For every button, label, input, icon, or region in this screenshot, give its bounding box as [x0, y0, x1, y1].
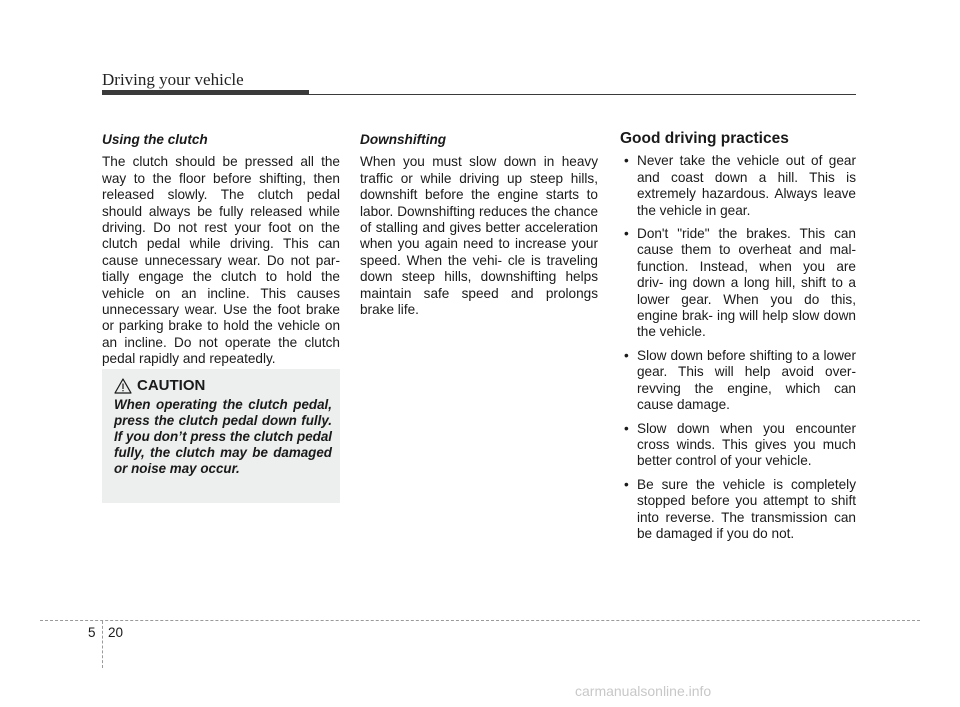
caution-box — [102, 369, 340, 503]
column-clutch — [102, 132, 340, 368]
column-downshifting — [360, 132, 598, 318]
clutch-paragraph: The clutch should be pressed all the way to the floor before shifting, then released slowly. The clutch pedal should always be fully released while driving. Do not rest your foot on the clutch pedal while driving. This can cause unnecessary wear. Do not par- tially engage the clutch to hold the vehicle on an incline. This causes unnecessary wear. Use the foot brake or parking brake to hold the vehicle on an incline. Do not operate the clutch pedal rapidly and repeatedly. — [102, 154, 340, 367]
bullet-icon: • — [624, 476, 629, 492]
page-header-title: Driving your vehicle — [102, 70, 244, 89]
list-item-text: Slow down before shifting to a lower gear. This will help avoid over-revving the engine, which can cause damage. — [637, 347, 856, 413]
downshifting-paragraph: When you must slow down in heavy traffic or while driving up steep hills, downshift before the engine starts to labor. Downshifting reduces the chance of stalling and gives better acceleration when you again need to increase your speed. When the vehi- cle is traveling down steep hills, downshifting helps maintain safe speed and prolongs brake life. — [360, 154, 598, 318]
good-driving-heading: Good driving practices — [620, 130, 789, 147]
bullet-icon: • — [624, 226, 629, 242]
column-good-driving-practices — [620, 131, 856, 549]
list-item — [620, 421, 856, 470]
list-item-text: Be sure the vehicle is completely stopped before you attempt to shift into reverse. The transmission can be damaged if you do not. — [637, 476, 856, 541]
list-item-text: Slow down when you encounter cross winds. This gives you much better control of your vehicle. — [637, 420, 856, 469]
caution-title: CAUTION — [137, 377, 206, 394]
header-rule — [102, 94, 856, 95]
list-item-text: Never take the vehicle out of gear and coast down a hill. This is extremely hazardous. Always leave the vehicle in gear. — [637, 153, 856, 218]
bullet-icon: • — [624, 347, 629, 363]
page-number: 20 — [108, 625, 124, 640]
footer-rule — [40, 620, 920, 621]
list-item — [620, 226, 856, 341]
footer-page-divider — [102, 621, 103, 668]
practices-list — [620, 153, 856, 542]
list-item — [620, 153, 856, 219]
warning-triangle-icon — [114, 378, 132, 394]
watermark: carmanualsonline.info — [575, 683, 712, 699]
clutch-heading: Using the clutch — [102, 132, 208, 147]
list-item — [620, 477, 856, 543]
caution-text: When operating the clutch pedal, press the clutch pedal down fully. If you don’t press the clutch pedal fully, the clutch may be damaged or noise may occur. — [114, 397, 332, 476]
caution-header — [114, 377, 332, 394]
bullet-icon: • — [624, 153, 629, 169]
bullet-icon: • — [624, 420, 629, 436]
list-item-text: Don't "ride" the brakes. This can cause them to overheat and mal- function. Instead, when you are driv- ing down a long hill, shift to a lower gear. When you do this, engine brak- ing will help slow down the vehicle. — [637, 226, 856, 340]
list-item — [620, 348, 856, 414]
downshifting-heading: Downshifting — [360, 132, 447, 147]
chapter-number: 5 — [88, 625, 96, 640]
